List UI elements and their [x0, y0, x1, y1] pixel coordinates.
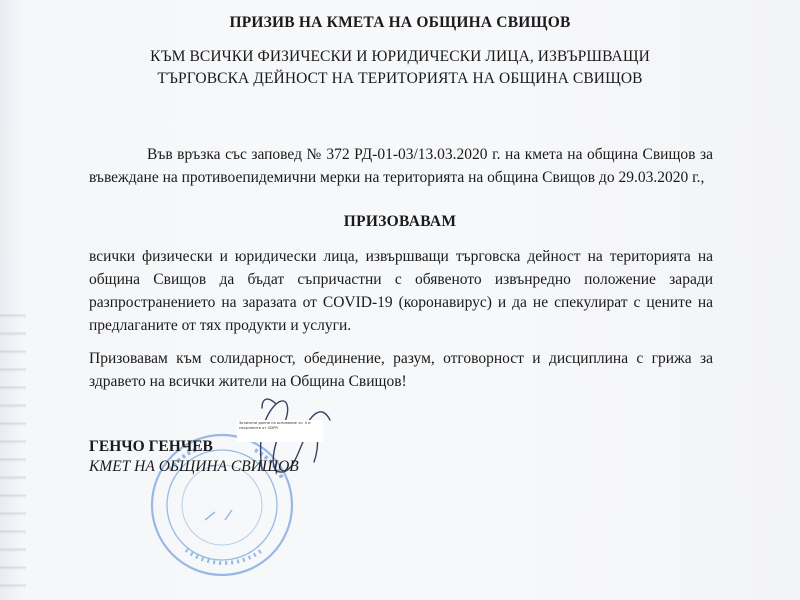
signatory-name: ГЕНЧО ГЕНЧЕВ — [89, 438, 213, 455]
document-title: ПРИЗИВ НА КМЕТА НА ОБЩИНА СВИЩОВ — [229, 14, 571, 31]
paragraph-order-reference: Във връзка със заповед № 372 РД-01-03/13.03.2020 г. на кмета на община Свищов за въвеждане на противоепидемични мерки на територията на община Свищов до 29.03.2020 г., — [89, 146, 713, 186]
signatory-position: КМЕТ НА ОБЩИНА СВИЩОВ — [89, 458, 299, 475]
official-stamp-icon — [152, 435, 292, 575]
paragraph-solidarity: Призовавам към солидарност, обединение, разум, отговорност и дисциплина с грижа за здравето на всички жители на Община Свищов! — [89, 350, 713, 390]
paragraph-appeal: всички физически и юридически лица, извършващи търговска дейност на територията на община Свищов да бъдат съпричастни с обявеното извънредно положение заради разпространението на заразата от COVID-19 (коронавирус) и да не спекулират с цените на предлаганите от тях продукти и услуги. — [89, 248, 713, 334]
gdpr-redaction-note: Заличени данни на основание чл. 4 и свързаните от GDPR — [237, 420, 323, 442]
scan-edge-marks — [0, 300, 26, 600]
subtitle-line-2: ТЪРГОВСКА ДЕЙНОСТ НА ТЕРИТОРИЯТА НА ОБЩИНА СВИЩОВ — [157, 70, 643, 87]
subtitle-line-1: КЪМ ВСИЧКИ ФИЗИЧЕСКИ И ЮРИДИЧЕСКИ ЛИЦА, ИЗВЪРШВАЩИ — [150, 48, 650, 65]
appeal-heading: ПРИЗОВАВАМ — [343, 213, 457, 230]
document-subtitle — [0, 46, 800, 90]
